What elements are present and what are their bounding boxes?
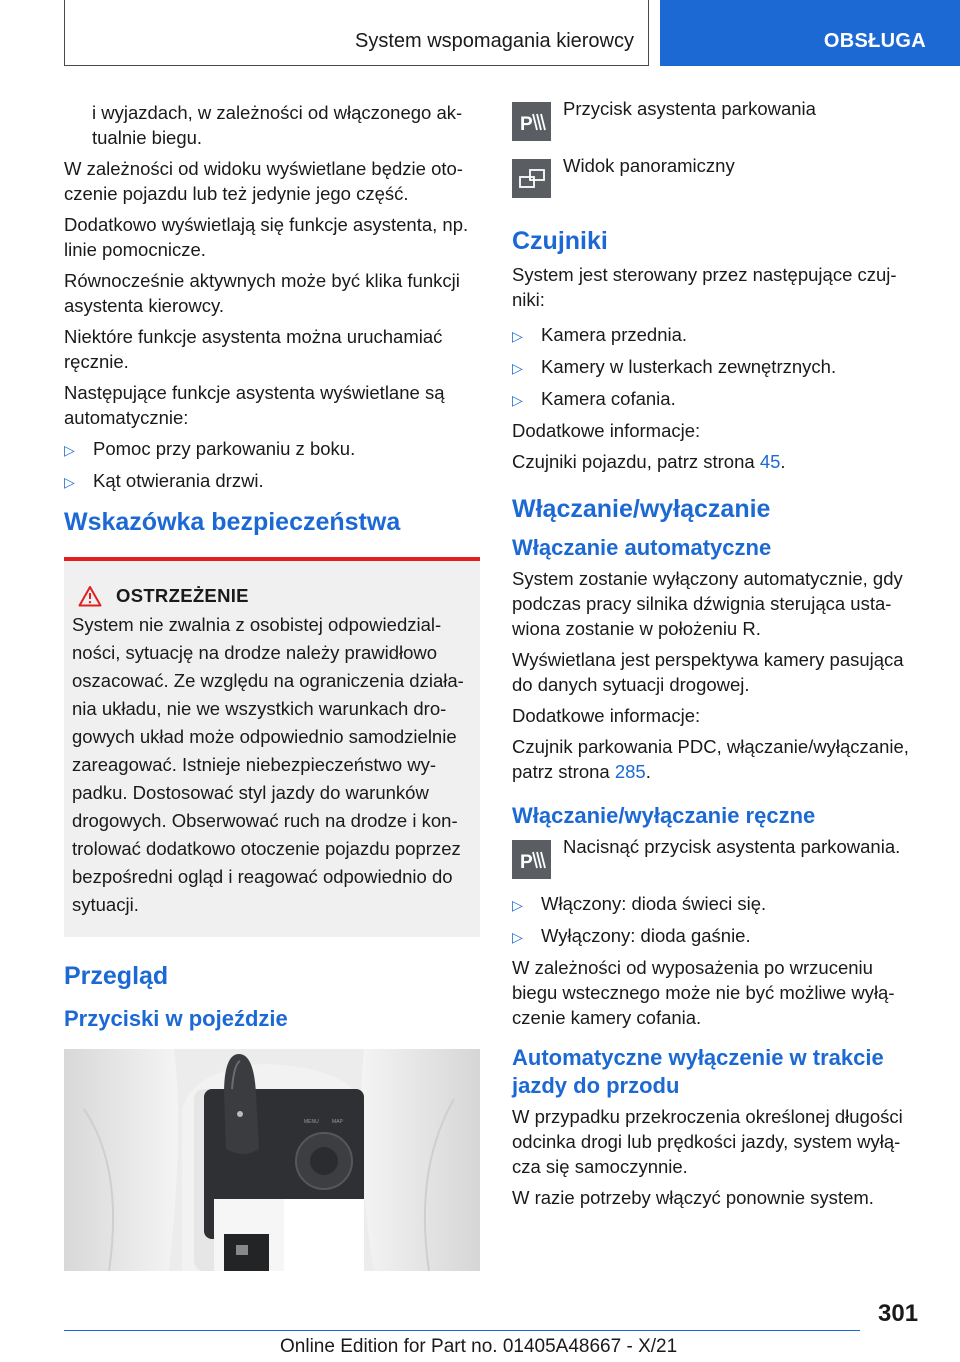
warning-triangle-icon	[78, 585, 102, 607]
list-item: ▷ Kamera cofania.	[512, 386, 922, 411]
triangle-bullet-icon: ▷	[512, 392, 523, 408]
page-link-285[interactable]: 285	[614, 761, 646, 782]
warning-title: OSTRZEŻENIE	[116, 585, 249, 606]
paragraph: Wyświetlana jest perspektywa kamery pasująca do danych sytuacji drogowej.	[512, 649, 904, 695]
center-console-photo	[64, 1049, 480, 1271]
chapter-title: System wspomagania kierowcy	[355, 30, 634, 52]
triangle-bullet-icon: ▷	[512, 328, 523, 344]
list-item: ▷ Włączony: dioda świeci się.	[512, 891, 922, 916]
paragraph: Następujące funkcje asystenta wyświetlane są automatycznie:	[64, 382, 445, 428]
park-assist-button-icon	[512, 840, 551, 879]
paragraph: Dodatkowe informacje:	[512, 705, 701, 726]
paragraph: Dodatkowo wyświetlają się funkcje asystenta, np. linie pomocnicze.	[64, 214, 469, 260]
paragraph: i wyjazdach, w zależności od włączonego ak-tualnie biegu.	[92, 102, 463, 148]
triangle-bullet-icon: ▷	[512, 360, 523, 376]
header-chapter-box	[64, 0, 649, 66]
header-section-tab	[660, 0, 960, 66]
paragraph: W przypadku przekroczenia określonej długości odcinka drogi lub prędkości jazdy, system wyłą-cza się samoczynnie.	[512, 1106, 903, 1177]
triangle-bullet-icon: ▷	[64, 474, 75, 490]
park-assist-button-icon	[512, 102, 551, 141]
triangle-bullet-icon: ▷	[512, 929, 523, 945]
footer-divider	[64, 1330, 860, 1331]
panorama-view-row	[512, 153, 922, 198]
page-link-45[interactable]: 45	[759, 451, 781, 472]
page-number: 301	[878, 1300, 919, 1327]
triangle-bullet-icon: ▷	[64, 442, 75, 458]
manual-status-list	[512, 891, 922, 948]
panorama-view-icon	[512, 159, 551, 198]
section-title: OBSŁUGA	[823, 30, 926, 52]
page-header	[0, 0, 960, 66]
warning-box	[64, 557, 480, 937]
left-column	[64, 100, 480, 1271]
heading-safety: Wskazówka bezpieczeństwa	[64, 508, 401, 536]
list-item: ▷ Kąt otwierania drzwi.	[64, 468, 480, 493]
svg-text:MENU: MENU	[304, 1119, 319, 1125]
park-assist-button-label: Przycisk asystenta parkowania	[563, 98, 816, 119]
right-column	[512, 100, 922, 1216]
paragraph: Niektóre funkcje asystenta można uruchamiać ręcznie.	[64, 326, 443, 372]
warning-text: System nie zwalnia z osobistej odpowiedzial-ności, sytuację na drodze należy prawidłowo oszacować. Ze względu na ograniczenia działa-nia układu, nie we wszystkich warunkach dro-gowych układ może odpowiednio samodzielnie zareagować. Istnieje niebezpieczeństwo wy-padku. Dostosować styl jazdy do warunków drogowych. Obserwować ruch na drodze i kon-trolować dodatkowo otoczenie pojazdu poprzez bezpośredni ogląd i reagować odpowiednio do sytuacji.	[72, 614, 464, 915]
paragraph: W zależności od widoku wyświetlane będzie oto-czenie pojazdu lub też jedynie jego część.	[64, 158, 463, 204]
paragraph: System zostanie wyłączony automatycznie, gdy podczas pracy silnika dźwignia sterująca usta-wiona zostanie w położeniu R.	[512, 568, 903, 639]
manual-press-row	[512, 834, 922, 879]
paragraph: Dodatkowe informacje:	[512, 420, 701, 441]
list-item: ▷ Kamery w lusterkach zewnętrznych.	[512, 354, 922, 379]
reference-paragraph: Czujniki pojazdu, patrz strona 45.	[512, 451, 786, 472]
auto-functions-list	[64, 436, 480, 493]
heading-buttons: Przyciski w pojeździe	[64, 1006, 288, 1031]
panorama-view-label: Widok panoramiczny	[563, 155, 735, 176]
heading-manual: Włączanie/wyłączanie ręczne	[512, 803, 816, 828]
reference-paragraph: Czujnik parkowania PDC, włączanie/wyłączanie, patrz strona 285.	[512, 736, 909, 782]
list-item: ▷ Wyłączony: dioda gaśnie.	[512, 923, 922, 948]
warning-header	[72, 585, 472, 607]
edition-info: Online Edition for Part no. 01405A48667 - X/21	[280, 1336, 678, 1357]
heading-overview: Przegląd	[64, 962, 169, 990]
paragraph: W razie potrzeby włączyć ponownie system.	[512, 1187, 874, 1208]
svg-text:P: P	[519, 851, 533, 873]
heading-auto-off: Automatyczne wyłączenie w trakcie jazdy do przodu	[512, 1045, 884, 1098]
heading-onoff: Włączanie/wyłączanie	[512, 495, 771, 523]
list-item: ▷ Kamera przednia.	[512, 322, 922, 347]
svg-text:MAP: MAP	[332, 1119, 343, 1125]
manual-press-label: Nacisnąć przycisk asystenta parkowania.	[563, 836, 901, 857]
paragraph: W zależności od wyposażenia po wrzuceniu biegu wstecznego może nie być możliwe wyłą-czenie kamery cofania.	[512, 957, 895, 1028]
svg-text:P: P	[519, 113, 533, 135]
sensors-list	[512, 322, 922, 411]
center-console-illustration	[64, 1049, 480, 1271]
paragraph: System jest sterowany przez następujące czuj-niki:	[512, 264, 897, 310]
paragraph: Równocześnie aktywnych może być klika funkcji asystenta kierowcy.	[64, 270, 460, 316]
triangle-bullet-icon: ▷	[512, 897, 523, 913]
heading-auto: Włączanie automatyczne	[512, 535, 772, 560]
list-item: ▷ Pomoc przy parkowaniu z boku.	[64, 436, 480, 461]
park-assist-button-row	[512, 96, 922, 141]
heading-sensors: Czujniki	[512, 227, 608, 255]
